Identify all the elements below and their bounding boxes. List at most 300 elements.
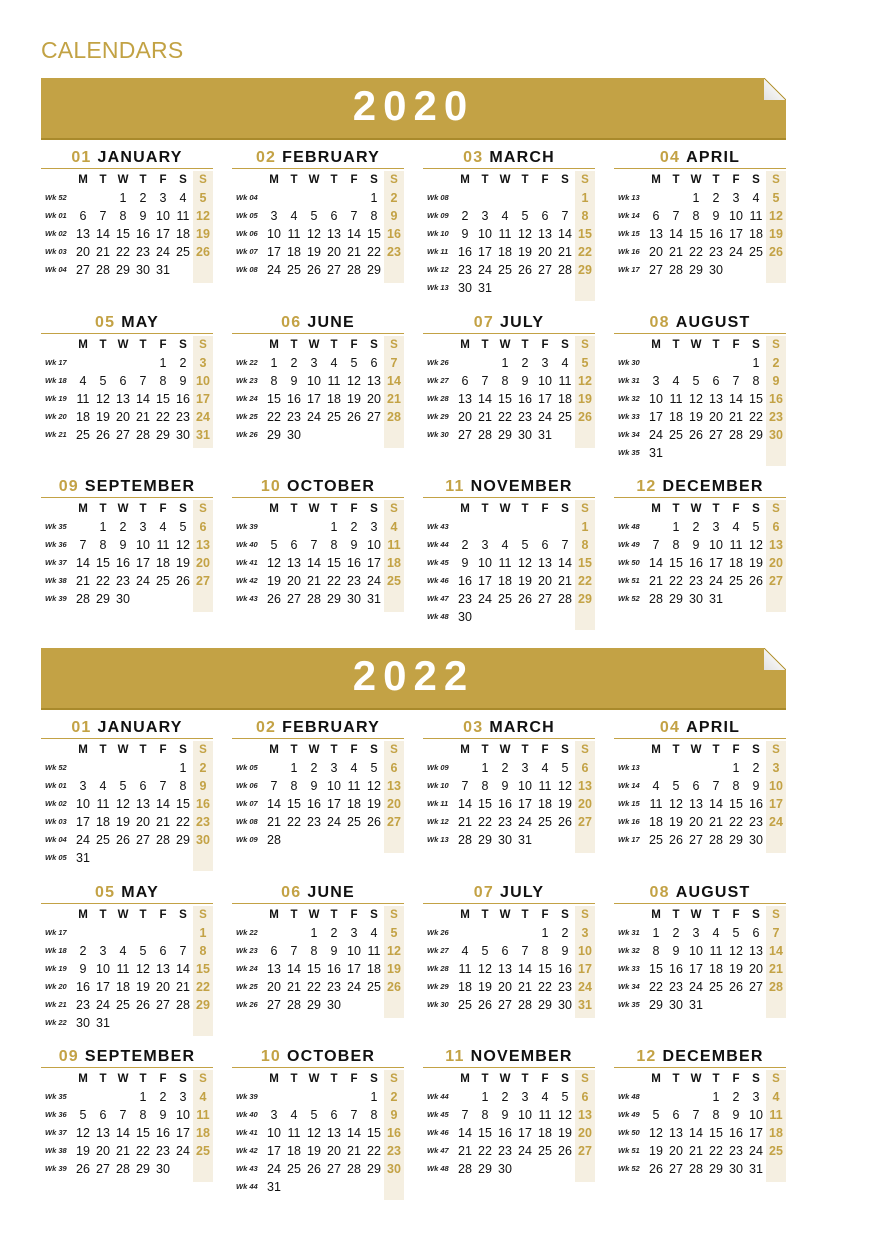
day-cell bbox=[232, 1014, 264, 1018]
day-cell: 18 bbox=[287, 1144, 301, 1158]
year-label: 2020 bbox=[352, 82, 475, 129]
day-cell: 26 bbox=[649, 1162, 663, 1176]
weekday-header: W bbox=[308, 909, 320, 921]
day-cell: 14 bbox=[176, 962, 190, 976]
day-cell bbox=[133, 924, 153, 942]
month-header bbox=[41, 1047, 213, 1068]
day-cell: 21 bbox=[518, 980, 532, 994]
day-cell bbox=[495, 444, 515, 448]
day-cell: 7 bbox=[119, 1108, 127, 1122]
day-cell: 5 bbox=[79, 1108, 87, 1122]
day-cell: 16 bbox=[689, 556, 703, 570]
week-number: Wk 41 bbox=[236, 1128, 258, 1137]
month-name: JUNE bbox=[307, 884, 355, 901]
day-cell: 4 bbox=[501, 538, 509, 552]
day-cell bbox=[153, 608, 173, 612]
day-cell: 30 bbox=[498, 833, 512, 847]
day-cell: 9 bbox=[561, 944, 569, 958]
day-cell bbox=[93, 189, 113, 207]
weekday-header: T bbox=[521, 1073, 529, 1085]
day-cell: 1 bbox=[692, 191, 700, 205]
day-cell bbox=[706, 1178, 726, 1182]
day-cell bbox=[666, 849, 686, 853]
day-cell: 27 bbox=[538, 263, 552, 277]
day-cell: 13 bbox=[287, 556, 301, 570]
weekday-header: S bbox=[179, 503, 187, 515]
day-cell: 29 bbox=[575, 261, 595, 279]
day-cell: 14 bbox=[689, 1126, 703, 1140]
weekday-header: S bbox=[752, 744, 760, 756]
day-cell bbox=[475, 297, 495, 301]
day-cell bbox=[555, 1014, 575, 1018]
month-number: 10 bbox=[260, 478, 282, 495]
day-cell: 9 bbox=[159, 1108, 167, 1122]
day-cell bbox=[324, 1178, 344, 1196]
day-cell: 27 bbox=[766, 572, 786, 590]
day-cell: 30 bbox=[176, 428, 190, 442]
day-cell bbox=[515, 924, 535, 942]
day-cell: 17 bbox=[76, 815, 90, 829]
day-cell: 10 bbox=[176, 1108, 190, 1122]
day-cell bbox=[364, 1178, 384, 1196]
week-number: Wk 17 bbox=[618, 265, 640, 274]
day-cell: 8 bbox=[652, 944, 660, 958]
day-cell: 22 bbox=[575, 243, 595, 261]
week-number: Wk 05 bbox=[236, 763, 258, 772]
day-cell bbox=[555, 518, 575, 536]
day-cell: 19 bbox=[749, 556, 763, 570]
day-cell: 14 bbox=[558, 227, 572, 241]
day-cell: 17 bbox=[176, 1126, 190, 1140]
weekday-header: S bbox=[752, 909, 760, 921]
weekday-header: S bbox=[752, 339, 760, 351]
day-cell: 13 bbox=[649, 227, 663, 241]
day-cell bbox=[173, 1014, 193, 1032]
day-cell: 25 bbox=[709, 980, 723, 994]
day-cell: 11 bbox=[76, 392, 90, 406]
day-cell bbox=[173, 608, 193, 612]
day-cell bbox=[93, 354, 113, 372]
month-day-grid bbox=[614, 336, 786, 480]
day-cell: 30 bbox=[458, 610, 472, 624]
day-cell bbox=[344, 1014, 364, 1018]
day-cell: 19 bbox=[193, 225, 213, 243]
weekday-header: S bbox=[370, 744, 378, 756]
day-cell: 21 bbox=[649, 574, 663, 588]
day-cell: 22 bbox=[367, 1144, 381, 1158]
day-cell bbox=[113, 279, 133, 283]
day-cell: 4 bbox=[501, 209, 509, 223]
day-cell: 3 bbox=[79, 779, 87, 793]
day-cell: 27 bbox=[287, 592, 301, 606]
day-cell: 15 bbox=[649, 962, 663, 976]
day-cell: 6 bbox=[575, 759, 595, 777]
day-cell: 25 bbox=[538, 1144, 552, 1158]
day-cell bbox=[113, 1178, 133, 1182]
day-cell: 31 bbox=[76, 851, 90, 865]
day-cell bbox=[304, 849, 324, 853]
day-cell: 11 bbox=[193, 1106, 213, 1124]
day-cell: 27 bbox=[193, 572, 213, 590]
day-cell: 15 bbox=[176, 797, 190, 811]
day-cell bbox=[324, 1196, 344, 1200]
day-cell: 8 bbox=[575, 536, 595, 554]
day-cell: 1 bbox=[481, 761, 489, 775]
day-cell: 6 bbox=[159, 944, 167, 958]
weekday-header: W bbox=[690, 339, 702, 351]
week-number: Wk 17 bbox=[618, 835, 640, 844]
day-cell: 21 bbox=[156, 815, 170, 829]
day-cell: 17 bbox=[766, 795, 786, 813]
weekday-header: F bbox=[541, 503, 549, 515]
day-cell: 1 bbox=[290, 761, 298, 775]
day-cell: 26 bbox=[116, 833, 130, 847]
day-cell bbox=[515, 626, 535, 630]
month-name: OCTOBER bbox=[287, 1048, 376, 1065]
day-cell: 10 bbox=[575, 942, 595, 960]
day-cell: 14 bbox=[649, 556, 663, 570]
day-cell: 25 bbox=[287, 1162, 301, 1176]
day-cell bbox=[766, 462, 786, 466]
day-cell: 12 bbox=[96, 392, 110, 406]
day-cell: 11 bbox=[498, 227, 512, 241]
day-cell: 25 bbox=[749, 245, 763, 259]
weekday-header: W bbox=[499, 339, 511, 351]
month-number: 04 bbox=[659, 149, 681, 166]
week-column-header bbox=[423, 1070, 455, 1088]
weekday-header: T bbox=[139, 339, 147, 351]
day-cell bbox=[495, 626, 515, 630]
weekday-header: T bbox=[672, 909, 680, 921]
day-cell: 7 bbox=[461, 1108, 469, 1122]
day-cell bbox=[284, 1178, 304, 1196]
day-cell bbox=[264, 279, 284, 283]
day-cell: 22 bbox=[538, 980, 552, 994]
week-number: Wk 07 bbox=[236, 247, 258, 256]
day-cell: 22 bbox=[749, 410, 763, 424]
day-cell: 23 bbox=[498, 815, 512, 829]
day-cell: 22 bbox=[709, 1144, 723, 1158]
week-number: Wk 08 bbox=[236, 817, 258, 826]
day-cell: 3 bbox=[270, 209, 278, 223]
weekday-header: F bbox=[159, 744, 167, 756]
weekday-header: W bbox=[117, 1073, 129, 1085]
day-cell: 18 bbox=[458, 980, 472, 994]
day-cell: 7 bbox=[561, 209, 569, 223]
day-cell bbox=[475, 1014, 495, 1018]
week-column-header bbox=[614, 741, 646, 759]
weekday-header: T bbox=[290, 174, 298, 186]
day-cell bbox=[746, 462, 766, 466]
day-cell: 15 bbox=[538, 962, 552, 976]
week-number: Wk 15 bbox=[618, 229, 640, 238]
day-cell: 9 bbox=[193, 777, 213, 795]
day-cell: 1 bbox=[575, 518, 595, 536]
month-day-grid bbox=[41, 906, 213, 1050]
day-cell: 27 bbox=[649, 263, 663, 277]
day-cell: 10 bbox=[367, 538, 381, 552]
day-cell bbox=[264, 924, 284, 942]
day-cell: 14 bbox=[478, 392, 492, 406]
day-cell bbox=[475, 1178, 495, 1182]
day-cell: 28 bbox=[458, 833, 472, 847]
day-cell: 24 bbox=[729, 245, 743, 259]
day-cell: 25 bbox=[498, 592, 512, 606]
day-cell: 20 bbox=[649, 245, 663, 259]
day-cell: 10 bbox=[689, 944, 703, 958]
weekday-header: S bbox=[179, 744, 187, 756]
week-number: Wk 45 bbox=[427, 1110, 449, 1119]
day-cell: 2 bbox=[119, 520, 127, 534]
day-cell: 25 bbox=[116, 998, 130, 1012]
day-cell: 21 bbox=[287, 980, 301, 994]
month-calendar bbox=[614, 718, 786, 867]
day-cell: 21 bbox=[136, 410, 150, 424]
month-calendar bbox=[423, 477, 595, 644]
month-name: APRIL bbox=[686, 719, 741, 736]
day-cell bbox=[475, 518, 495, 536]
day-cell: 30 bbox=[116, 592, 130, 606]
day-cell: 7 bbox=[99, 209, 107, 223]
day-cell: 19 bbox=[729, 962, 743, 976]
day-cell: 26 bbox=[518, 263, 532, 277]
day-cell: 8 bbox=[370, 209, 378, 223]
day-cell bbox=[706, 608, 726, 612]
month-number: 11 bbox=[445, 1048, 465, 1065]
day-cell: 26 bbox=[518, 592, 532, 606]
day-cell: 26 bbox=[367, 815, 381, 829]
weekday-header: T bbox=[330, 339, 338, 351]
day-cell bbox=[495, 924, 515, 942]
week-number: Wk 03 bbox=[45, 247, 67, 256]
weekday-header: S bbox=[384, 741, 404, 759]
day-cell: 2 bbox=[561, 926, 569, 940]
day-cell: 17 bbox=[136, 556, 150, 570]
day-cell bbox=[726, 444, 746, 462]
weekday-header: F bbox=[159, 339, 167, 351]
day-cell: 24 bbox=[709, 574, 723, 588]
week-number: Wk 12 bbox=[427, 817, 449, 826]
day-cell: 29 bbox=[689, 263, 703, 277]
day-cell bbox=[73, 608, 93, 612]
week-column-header bbox=[232, 336, 264, 354]
day-cell: 21 bbox=[709, 815, 723, 829]
day-cell: 20 bbox=[384, 795, 404, 813]
weekday-header: W bbox=[499, 1073, 511, 1085]
day-cell: 12 bbox=[558, 779, 572, 793]
day-cell bbox=[646, 1014, 666, 1018]
day-cell bbox=[646, 462, 666, 466]
day-cell: 5 bbox=[752, 520, 760, 534]
day-cell: 20 bbox=[287, 574, 301, 588]
day-cell: 13 bbox=[575, 777, 595, 795]
day-cell bbox=[423, 626, 455, 630]
day-cell: 30 bbox=[689, 592, 703, 606]
day-cell: 15 bbox=[96, 556, 110, 570]
day-cell: 12 bbox=[478, 962, 492, 976]
day-cell: 14 bbox=[766, 942, 786, 960]
day-cell bbox=[766, 444, 786, 462]
weekday-header: S bbox=[179, 174, 187, 186]
day-cell: 8 bbox=[99, 538, 107, 552]
day-cell bbox=[173, 590, 193, 608]
day-cell: 19 bbox=[518, 574, 532, 588]
week-number: Wk 27 bbox=[427, 946, 449, 955]
day-cell: 27 bbox=[749, 980, 763, 994]
month-number: 07 bbox=[473, 314, 494, 331]
day-cell: 30 bbox=[749, 833, 763, 847]
day-cell bbox=[193, 1160, 213, 1178]
day-cell: 24 bbox=[518, 1144, 532, 1158]
day-cell: 7 bbox=[350, 209, 358, 223]
weekday-header: S bbox=[766, 171, 786, 189]
day-cell: 31 bbox=[518, 833, 532, 847]
day-cell: 26 bbox=[307, 1162, 321, 1176]
day-cell: 5 bbox=[310, 209, 318, 223]
day-cell bbox=[384, 849, 404, 853]
day-cell bbox=[133, 867, 153, 871]
day-cell: 6 bbox=[575, 1088, 595, 1106]
day-cell bbox=[614, 849, 646, 853]
month-day-grid bbox=[232, 906, 404, 1032]
day-cell bbox=[264, 849, 284, 853]
day-cell: 16 bbox=[458, 245, 472, 259]
day-cell: 9 bbox=[310, 779, 318, 793]
year-banner bbox=[41, 648, 786, 710]
weekday-header: W bbox=[499, 744, 511, 756]
day-cell: 20 bbox=[766, 554, 786, 572]
day-cell bbox=[364, 1196, 384, 1200]
day-cell: 13 bbox=[76, 227, 90, 241]
day-cell: 5 bbox=[561, 761, 569, 775]
weekday-header: M bbox=[78, 503, 88, 515]
month-day-grid bbox=[614, 1070, 786, 1196]
weekday-header: W bbox=[308, 744, 320, 756]
weekday-header: F bbox=[541, 174, 549, 186]
day-cell bbox=[666, 354, 686, 372]
day-cell: 1 bbox=[575, 189, 595, 207]
day-cell: 3 bbox=[521, 761, 529, 775]
weekday-header: T bbox=[672, 339, 680, 351]
weekday-header: T bbox=[99, 174, 107, 186]
week-number: Wk 10 bbox=[427, 229, 449, 238]
day-cell: 1 bbox=[712, 1090, 720, 1104]
week-number: Wk 52 bbox=[618, 1164, 640, 1173]
day-cell: 8 bbox=[732, 779, 740, 793]
day-cell bbox=[73, 444, 93, 448]
day-cell: 10 bbox=[96, 962, 110, 976]
day-cell: 27 bbox=[267, 998, 281, 1012]
day-cell: 8 bbox=[501, 374, 509, 388]
weekday-header: S bbox=[575, 1070, 595, 1088]
day-cell: 9 bbox=[501, 1108, 509, 1122]
day-cell bbox=[495, 189, 515, 207]
day-cell bbox=[193, 1178, 213, 1182]
day-cell: 17 bbox=[709, 556, 723, 570]
day-cell bbox=[455, 1014, 475, 1018]
day-cell: 1 bbox=[270, 356, 278, 370]
day-cell: 3 bbox=[370, 520, 378, 534]
day-cell: 3 bbox=[139, 520, 147, 534]
day-cell: 22 bbox=[287, 815, 301, 829]
day-cell bbox=[264, 759, 284, 777]
day-cell: 4 bbox=[541, 761, 549, 775]
day-cell bbox=[515, 297, 535, 301]
day-cell: 16 bbox=[498, 1126, 512, 1140]
day-cell: 18 bbox=[176, 227, 190, 241]
day-cell bbox=[232, 1196, 264, 1200]
day-cell: 10 bbox=[478, 227, 492, 241]
day-cell: 18 bbox=[669, 410, 683, 424]
weekday-header: F bbox=[350, 174, 358, 186]
weekday-header: T bbox=[521, 503, 529, 515]
day-cell: 22 bbox=[307, 980, 321, 994]
day-cell: 31 bbox=[749, 1162, 763, 1176]
month-calendar bbox=[614, 477, 786, 626]
day-cell: 10 bbox=[327, 779, 341, 793]
day-cell: 29 bbox=[176, 833, 190, 847]
day-cell bbox=[515, 518, 535, 536]
weekday-header: S bbox=[561, 744, 569, 756]
week-number: Wk 15 bbox=[618, 799, 640, 808]
day-cell: 11 bbox=[498, 556, 512, 570]
weekday-header: T bbox=[672, 174, 680, 186]
month-name: NOVEMBER bbox=[470, 1048, 573, 1065]
weekday-header: T bbox=[481, 909, 489, 921]
day-cell bbox=[384, 831, 404, 849]
day-cell bbox=[364, 444, 384, 448]
weekday-header: T bbox=[481, 1073, 489, 1085]
day-cell: 26 bbox=[478, 998, 492, 1012]
day-cell bbox=[364, 426, 384, 444]
day-cell bbox=[364, 608, 384, 612]
day-cell bbox=[455, 849, 475, 853]
week-number: Wk 48 bbox=[427, 1164, 449, 1173]
day-cell: 1 bbox=[159, 356, 167, 370]
day-cell bbox=[304, 279, 324, 283]
weekday-header: T bbox=[712, 744, 720, 756]
day-cell bbox=[304, 189, 324, 207]
week-number: Wk 50 bbox=[618, 558, 640, 567]
day-cell bbox=[614, 1014, 646, 1018]
day-cell bbox=[153, 759, 173, 777]
day-cell bbox=[706, 849, 726, 853]
day-cell: 20 bbox=[96, 1144, 110, 1158]
week-number: Wk 13 bbox=[618, 763, 640, 772]
day-cell: 19 bbox=[478, 980, 492, 994]
weekday-header: T bbox=[99, 1073, 107, 1085]
day-cell bbox=[423, 1014, 455, 1018]
day-cell bbox=[555, 444, 575, 448]
day-cell: 27 bbox=[498, 998, 512, 1012]
day-cell: 7 bbox=[712, 779, 720, 793]
week-number: Wk 33 bbox=[618, 964, 640, 973]
day-cell: 26 bbox=[689, 428, 703, 442]
day-cell: 12 bbox=[558, 1108, 572, 1122]
day-cell bbox=[232, 849, 264, 853]
weekday-header: S bbox=[193, 500, 213, 518]
day-cell: 3 bbox=[575, 924, 595, 942]
day-cell bbox=[73, 279, 93, 283]
month-day-grid bbox=[614, 906, 786, 1032]
day-cell bbox=[726, 462, 746, 466]
day-cell: 20 bbox=[367, 392, 381, 406]
day-cell bbox=[686, 354, 706, 372]
day-cell: 5 bbox=[139, 944, 147, 958]
month-calendar bbox=[614, 883, 786, 1032]
weekday-header: F bbox=[732, 339, 740, 351]
month-calendar bbox=[423, 718, 595, 867]
